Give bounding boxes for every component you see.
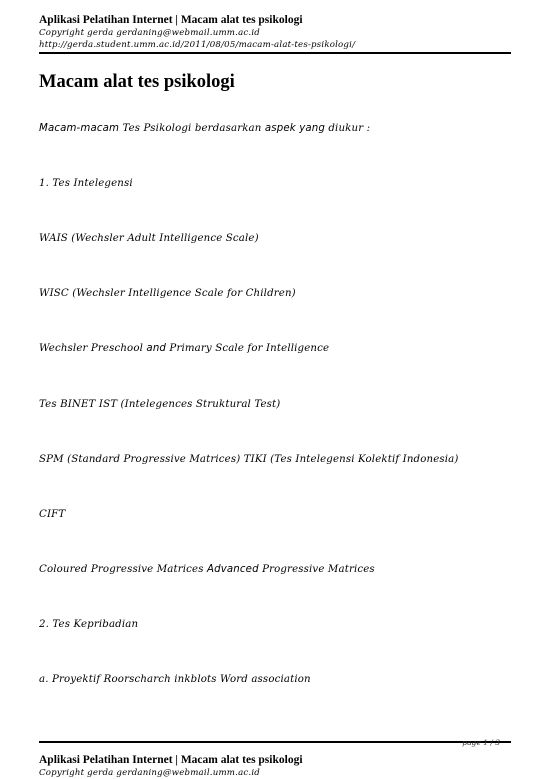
- header-url[interactable]: http://gerda.student.umm.ac.id/2011/08/05/macam-alat-tes-psikologi/: [39, 40, 356, 50]
- list-item: [39, 342, 329, 355]
- list-item: CIFT: [39, 509, 66, 520]
- list-item-part: Advanced: [206, 564, 259, 575]
- intro-paragraph: [39, 122, 370, 135]
- footer-copyright: Copyright gerda gerdaning@webmail.umm.ac.id: [39, 768, 260, 778]
- page-number: page 1 / 3: [462, 738, 500, 747]
- list-item-part: Coloured Progressive Matrices: [39, 564, 207, 575]
- intro-part: aspek yang: [264, 123, 325, 134]
- page-header: [39, 13, 511, 51]
- list-item: WAIS (Wechsler Adult Intelligence Scale): [39, 233, 259, 244]
- list-item: WISC (Wechsler Intelligence Scale for Children): [39, 288, 296, 299]
- footer-title: Aplikasi Pelatihan Internet | Macam alat tes psikologi: [39, 754, 303, 766]
- header-title: Aplikasi Pelatihan Internet | Macam alat tes psikologi: [39, 14, 303, 26]
- list-item: [39, 563, 375, 576]
- intro-part: Tes Psikologi berdasarkan: [119, 123, 265, 134]
- section-heading-intelegensi: 1. Tes Intelegensi: [39, 178, 133, 189]
- list-item-part: Primary Scale for Intelligence: [166, 343, 330, 354]
- page-title: Macam alat tes psikologi: [39, 72, 235, 92]
- footer-divider: [39, 741, 511, 743]
- list-item: SPM (Standard Progressive Matrices) TIKI (Tes Intelegensi Kolektif Indonesia): [39, 454, 459, 465]
- list-item: Tes BINET IST (Intelegences Struktural Test): [39, 399, 281, 410]
- page-footer: [39, 753, 511, 779]
- list-item-part: Progressive Matrices: [258, 564, 375, 575]
- header-copyright: Copyright gerda gerdaning@webmail.umm.ac.id: [39, 28, 260, 38]
- list-item-part: and: [146, 343, 167, 354]
- section-heading-kepribadian: 2. Tes Kepribadian: [39, 619, 139, 630]
- intro-part: Macam-macam: [39, 123, 120, 134]
- list-item-part: Wechsler Preschool: [39, 343, 147, 354]
- list-item: a. Proyektif Roorscharch inkblots Word association: [39, 674, 311, 685]
- intro-part: diukur :: [325, 123, 371, 134]
- header-divider: [39, 52, 511, 54]
